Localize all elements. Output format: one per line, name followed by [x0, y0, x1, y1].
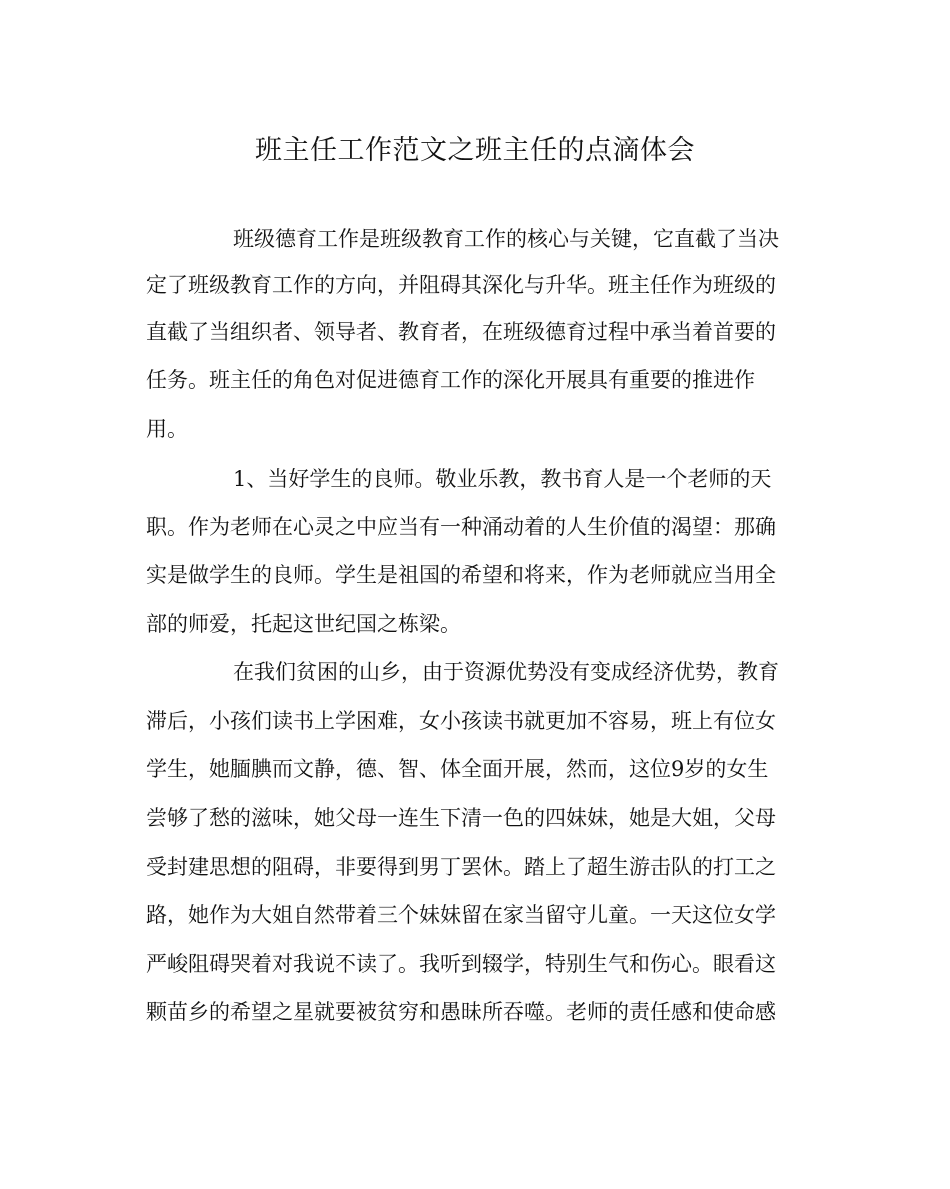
- paragraph-line: 颗苗乡的希望之星就要被贫穷和愚昧所吞噬。老师的责任感和使命感: [146, 1000, 776, 1024]
- paragraph-line: 严峻阻碍哭着对我说不读了。我听到辍学，特别生气和伤心。眼看这: [146, 952, 776, 976]
- paragraph-line: 任务。班主任的角色对促进德育工作的深化开展具有重要的推进作: [146, 368, 755, 392]
- paragraph-line: 用。: [146, 417, 188, 441]
- paragraph-line: 定了班级教育工作的方向，并阻碍其深化与升华。班主任作为班级的: [146, 273, 776, 297]
- paragraph-line: 部的师爱，托起这世纪国之栋梁。: [146, 612, 461, 636]
- paragraph-line: 班级德育工作是班级教育工作的核心与关键，它直截了当决: [233, 227, 779, 251]
- paragraph-line: 受封建思想的阻碍，非要得到男丁罢休。踏上了超生游击队的打工之: [146, 855, 776, 879]
- paragraph-line: 滞后，小孩们读书上学困难，女小孩读书就更加不容易，班上有位女: [146, 709, 776, 733]
- paragraph-line: 尝够了愁的滋味，她父母一连生下清一色的四妹妹，她是大姐，父母: [146, 806, 776, 830]
- paragraph-line: 职。作为老师在心灵之中应当有一种涌动着的人生价值的渴望：那确: [146, 515, 776, 539]
- paragraph-line: 实是做学生的良师。学生是祖国的希望和将来，作为老师就应当用全: [146, 563, 776, 587]
- paragraph-line: 路，她作为大姐自然带着三个妹妹留在家当留守儿童。一天这位女学: [146, 903, 776, 927]
- paragraph-line: 1、当好学生的良师。敬业乐教，教书育人是一个老师的天: [233, 467, 772, 491]
- paragraph-line: 学生，她腼腆而文静，德、智、体全面开展，然而，这位9岁的女生: [146, 757, 769, 781]
- paragraph-line: 在我们贫困的山乡，由于资源优势没有变成经济优势，教育: [233, 660, 779, 684]
- paragraph-line: 直截了当组织者、领导者、教育者，在班级德育过程中承当着首要的: [146, 320, 776, 344]
- document-title: 班主任工作范文之班主任的点滴体会: [255, 135, 695, 166]
